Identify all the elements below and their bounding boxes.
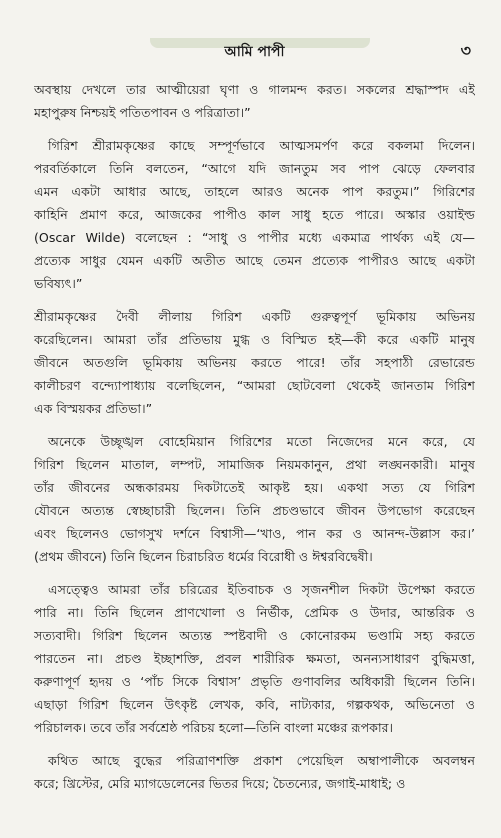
paragraph	[34, 578, 475, 739]
paragraph	[34, 305, 475, 420]
text-line: অবস্থায় দেখলে তার আত্মীয়েরা ঘৃণা ও গালমন্দ করত। সকলের শ্রদ্ধাস্পদ এই	[34, 82, 475, 97]
text-line: কাহিনি প্রমাণ করে, আজকের পাপীও কাল সাধু হতে পারে। অস্কার ওয়াইল্ড	[34, 207, 475, 222]
page-number: ৩	[460, 41, 471, 60]
text-line: জীবনে অতগুলি ভূমিকায় অভিনয় করতে পারে! তাঁর সহপাঠী রেভারেন্ড	[34, 355, 475, 370]
text-line: (Oscar Wilde) বলেছেন : “সাধু ও পাপীর মধ্যে একমাত্র পার্থক্য এই যে—	[34, 230, 475, 245]
paragraph	[34, 134, 475, 295]
text-line: এছাড়া গিরিশ ছিলেন উৎকৃষ্ট লেখক, কবি, নাট্যকার, গল্পকথক, অভিনেতা ও	[34, 697, 475, 712]
text-line: (প্রথম জীবনে) তিনি ছিলেন চিরাচরিত ধর্মের বিরোধী ও ঈশ্বরবিদ্বেষী।	[34, 549, 373, 564]
page-header	[34, 38, 475, 78]
text-line: মহাপুরুষ নিশ্চয়ই পতিতপাবন ও পরিত্রাতা।”	[34, 105, 251, 120]
text-line: করে; খ্রিস্টের, মেরি ম্যাগডেলেনের ভিতর দিয়ে; চৈতন্যের, জগাই-মাধাই; ও	[34, 776, 406, 791]
text-line: এক বিস্ময়কর প্রতিভা।”	[34, 401, 153, 416]
text-line: এমন একটা আধার আছে, তাহলে আরও অনেক পাপ করতুম।” গিরিশের	[34, 184, 475, 199]
text-line: ভবিষ্যৎ।”	[34, 276, 83, 291]
text-line: তাঁর জীবনের অন্ধকারময় দিকটাতেই আকৃষ্ট হয়। একথা সত্য যে গিরিশ	[34, 480, 475, 495]
text-line: গিরিশ শ্রীরামকৃষ্ণের কাছে সম্পূর্ণভাবে আত্মসমর্পণ করে বকলমা দিলেন।	[48, 138, 475, 153]
text-line: যৌবনে অত্যন্ত স্বেচ্ছাচারী ছিলেন। তিনি প্রচণ্ডভাবে জীবন উপভোগ করেছেন	[34, 503, 475, 518]
text-line: শ্রীরামকৃষ্ণের দৈবী লীলায় গিরিশ একটি গুরুত্বপূর্ণ ভূমিকায় অভিনয়	[34, 309, 475, 324]
text-line: এসত্ত্বেও আমরা তাঁর চরিত্রের ইতিবাচক ও সৃজনশীল দিকটা উপেক্ষা করতে	[48, 582, 475, 597]
text-line: করুণাপূর্ণ হৃদয় ও ‘পাঁচ সিকে বিশ্বাস’ প্রভৃতি গুণাবলির অধিকারী ছিলেন তিনি।	[34, 674, 475, 689]
text-line: পারি না। তিনি ছিলেন প্রাণখোলা ও নির্ভীক, প্রেমিক ও উদার, আন্তরিক ও	[34, 605, 475, 620]
running-title: আমি পাপী	[224, 44, 285, 60]
text-line: সত্যবাদী। গিরিশ ছিলেন অত্যন্ত স্পষ্টবাদী ও কোনোরকম ভণ্ডামি সহ্য করতে	[34, 628, 475, 643]
paragraph	[34, 430, 475, 568]
text-line: করেছিলেন। আমরা তাঁর প্রতিভায় মুগ্ধ ও বিস্মিত হই—কী করে একটি মানুষ	[34, 332, 475, 347]
text-line: কালীচরণ বন্দ্যোপাধ্যায় বলেছিলেন, “আমরা ছোটবেলা থেকেই জানতাম গিরিশ	[34, 378, 475, 393]
paragraph	[34, 749, 475, 795]
text-line: পারতেন না। প্রচণ্ড ইচ্ছাশক্তি, প্রবল শারীরিক ক্ষমতা, অনন্যসাধারণ বুদ্ধিমত্তা,	[34, 651, 475, 666]
text-line: পরিচালক। তবে তাঁর সর্বশ্রেষ্ঠ পরিচয় হলো—তিনি বাংলা মঞ্চের রূপকার।	[34, 720, 394, 735]
text-line: অনেকে উচ্ছৃঙ্খল বোহেমিয়ান গিরিশের মতো নিজেদের মনে করে, যে	[48, 434, 475, 449]
text-line: কথিত আছে বুদ্ধের পরিত্রাণশক্তি প্রকাশ পেয়েছিল অম্বাপালীকে অবলম্বন	[48, 753, 475, 768]
book-page	[0, 38, 501, 838]
text-line: গিরিশ ছিলেন মাতাল, লম্পট, সামাজিক নিয়মকানুন, প্রথা লঙ্ঘনকারী। মানুষ	[34, 457, 475, 472]
text-line: প্রত্যেক সাধুর যেমন একটি অতীত আছে তেমন প্রত্যেক পাপীরও আছে একটা	[34, 253, 475, 268]
paragraph	[34, 78, 475, 124]
text-line: এবং ছিলেনও ভোগসুখ দর্শনে বিশ্বাসী—‘খাও, পান কর ও আনন্দ-উল্লাস কর।’	[34, 526, 475, 541]
text-line: পরবর্তিকালে তিনি বলতেন, “আগে যদি জানতুম সব পাপ ঝেড়ে ফেলবার	[34, 161, 475, 176]
